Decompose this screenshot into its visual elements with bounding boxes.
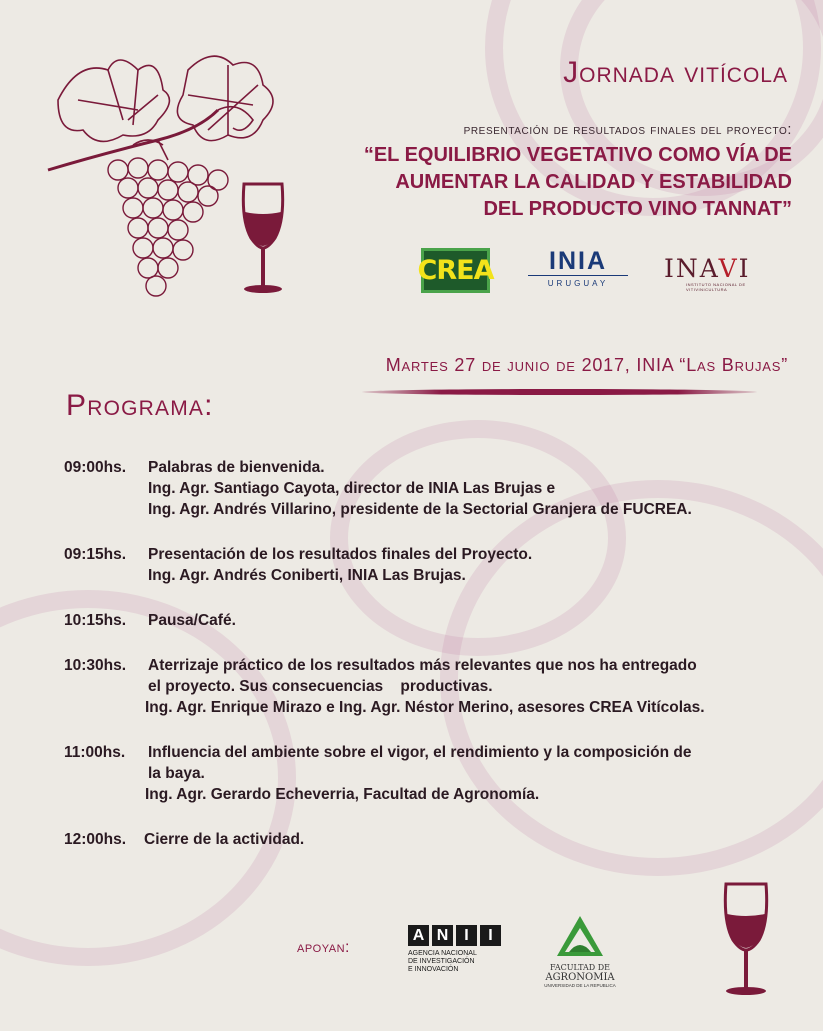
program-time: 12:00hs. bbox=[64, 831, 127, 848]
program-speakers bbox=[145, 784, 804, 805]
program-speakers bbox=[148, 478, 804, 520]
program-time: 11:00hs. bbox=[64, 744, 126, 761]
inia-logo-text: INIA bbox=[549, 247, 607, 275]
anii-letter: I bbox=[480, 925, 501, 946]
inia-logo bbox=[528, 248, 628, 293]
program-speakers bbox=[145, 697, 804, 718]
anii-letter: I bbox=[456, 925, 477, 946]
fagro-line2: AGRONOMIA bbox=[545, 972, 615, 983]
program-activity: Pausa/Café. bbox=[148, 612, 236, 629]
wine-glass-icon bbox=[240, 180, 286, 295]
project-name-line: “EL EQUILIBRIO VEGETATIVO COMO VÍA DE bbox=[363, 144, 792, 166]
program-item bbox=[64, 742, 804, 805]
program-time: 09:00hs. bbox=[64, 459, 127, 476]
project-name-line: AUMENTAR LA CALIDAD Y ESTABILIDAD bbox=[395, 171, 792, 193]
program-title: Programa: bbox=[66, 389, 214, 422]
program-activity: Influencia del ambiente sobre el vigor, el rendimiento y la composición de bbox=[148, 744, 692, 761]
program-speaker: Ing. Agr. Santiago Cayota, director de INIA Las Brujas e bbox=[148, 480, 556, 497]
event-date-location: Martes 27 de junio de 2017, INIA “Las Brujas” bbox=[385, 355, 788, 375]
event-subtitle: presentación de resultados finales del proyecto: bbox=[463, 122, 792, 138]
anii-logo-subtext bbox=[408, 950, 504, 974]
program-item bbox=[64, 610, 804, 631]
project-name-line: DEL PRODUCTO VINO TANNAT” bbox=[483, 198, 792, 220]
program-item bbox=[64, 829, 804, 850]
project-name bbox=[300, 142, 792, 223]
inavi-logo-text: INAVI bbox=[664, 254, 751, 283]
program-activity: Presentación de los resultados finales del Proyecto. bbox=[148, 546, 533, 563]
anii-sub-line: E INNOVACIÓN bbox=[408, 966, 459, 973]
program-activity: Cierre de la actividad. bbox=[144, 831, 305, 848]
program-speakers bbox=[148, 565, 804, 586]
anii-sub-line: DE INVESTIGACIÓN bbox=[408, 958, 475, 965]
program-activity-continued bbox=[148, 676, 804, 697]
program-activity: Palabras de bienvenida. bbox=[148, 459, 325, 476]
inia-logo-subtext: URUGUAY bbox=[547, 279, 609, 288]
crea-logo bbox=[417, 248, 494, 293]
inia-logo-rule bbox=[528, 275, 628, 276]
anii-letter: N bbox=[432, 925, 453, 946]
program-list bbox=[64, 457, 804, 874]
program-speaker: Ing. Agr. Gerardo Echeverria, Facultad de Agronomía. bbox=[145, 786, 540, 803]
program-time: 10:30hs. bbox=[64, 657, 127, 674]
program-speaker: Ing. Agr. Andrés Coniberti, INIA Las Brujas. bbox=[148, 567, 466, 584]
supporters-label: apoyan: bbox=[297, 939, 350, 956]
program-activity: Aterrizaje práctico de los resultados más relevantes que nos ha entregado bbox=[148, 657, 697, 674]
anii-logo bbox=[408, 925, 504, 974]
crea-logo-text: CREA bbox=[417, 255, 494, 286]
program-item bbox=[64, 457, 804, 520]
divider-brushstroke bbox=[362, 389, 757, 395]
program-speaker: Ing. Agr. Andrés Villarino, presidente de la Sectorial Granjera de FUCREA. bbox=[148, 501, 692, 518]
wine-glass-icon bbox=[722, 880, 770, 998]
fagro-line1: FACULTAD DE bbox=[549, 963, 611, 972]
inavi-logo-subtext: INSTITUTO NACIONAL DE VITIVINICULTURA bbox=[686, 282, 746, 292]
program-item bbox=[64, 655, 804, 718]
program-speaker: Ing. Agr. Enrique Mirazo e Ing. Agr. Néstor Merino, asesores CREA Vitícolas. bbox=[145, 699, 705, 716]
program-activity-line: el proyecto. Sus consecuencias productivas. bbox=[148, 678, 493, 695]
program-time: 09:15hs. bbox=[64, 546, 127, 563]
anii-letter: A bbox=[408, 925, 429, 946]
program-time: 10:15hs. bbox=[64, 612, 127, 629]
event-title: Jornada vitícola bbox=[563, 56, 788, 89]
program-activity-line: la baya. bbox=[148, 765, 205, 782]
inavi-logo bbox=[664, 256, 784, 296]
program-activity-continued bbox=[148, 763, 804, 784]
anii-sub-line: AGENCIA NACIONAL bbox=[408, 950, 477, 957]
facultad-agronomia-logo bbox=[540, 914, 620, 988]
fagro-line3: UNIVERSIDAD DE LA REPUBLICA bbox=[544, 983, 616, 988]
program-item bbox=[64, 544, 804, 586]
agronomia-triangle-icon bbox=[555, 914, 605, 958]
